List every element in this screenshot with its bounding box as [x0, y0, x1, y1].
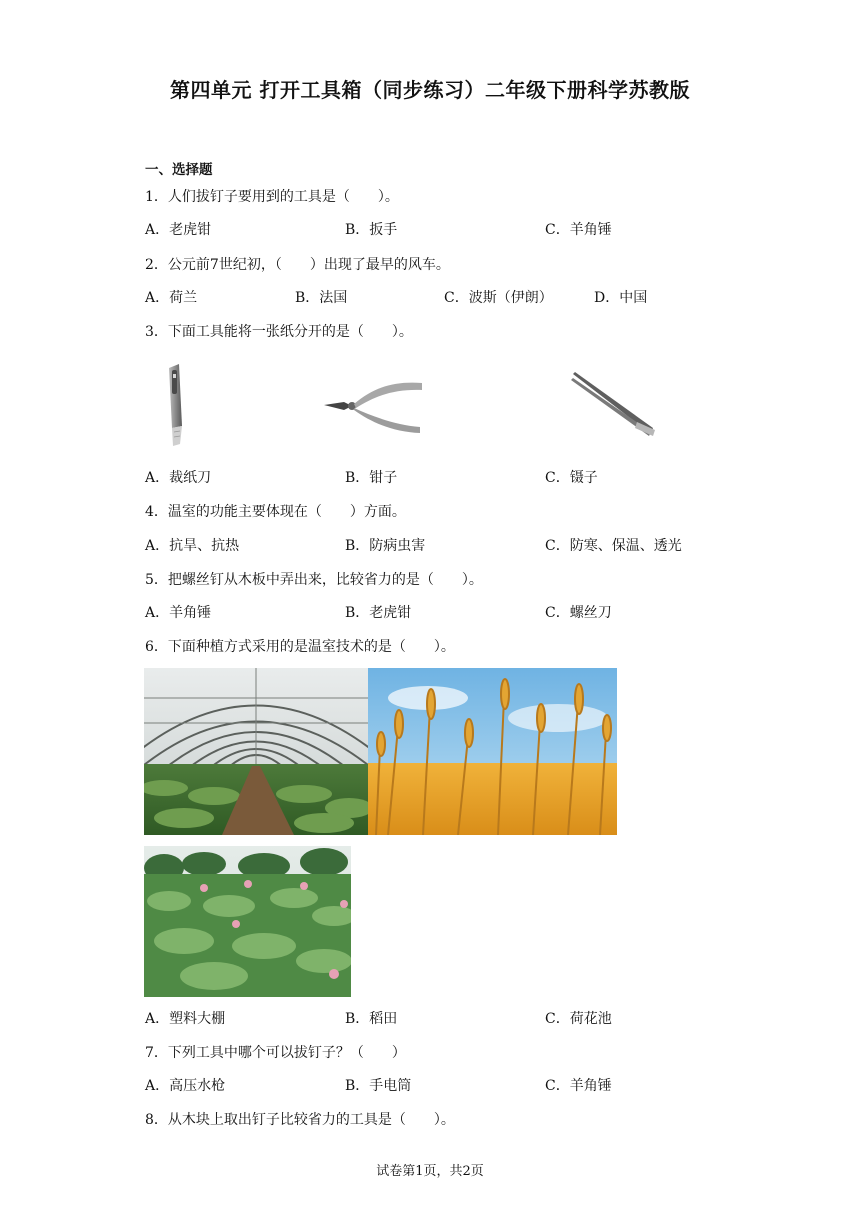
question-2-stem: 2．公元前7世纪初，（ ）出现了最早的风车。 [145, 257, 450, 273]
tweezers-icon [567, 370, 659, 438]
question-5-stem: 5．把螺丝钉从木板中弄出来，比较省力的是（ ）。 [145, 572, 483, 588]
pliers-icon [322, 375, 426, 435]
question-1-option-c: C．羊角锤 [545, 222, 612, 238]
section-heading-choice: 一、选择题 [145, 162, 213, 178]
question-1-stem: 1．人们拔钉子要用到的工具是（ ）。 [145, 189, 399, 205]
question-2-option-d: D．中国 [594, 290, 648, 306]
question-4-option-c: C．防寒、保温、透光 [545, 538, 682, 554]
question-8-stem: 8．从木块上取出钉子比较省力的工具是（ ）。 [145, 1112, 455, 1128]
question-1-option-a: A．老虎钳 [145, 222, 212, 238]
question-4-option-b: B．防病虫害 [345, 538, 426, 554]
question-7-option-c: C．羊角锤 [545, 1078, 612, 1094]
utility-knife-icon [160, 362, 190, 448]
question-3-stem: 3．下面工具能将一张纸分开的是（ ）。 [145, 324, 413, 340]
question-3-option-b: B．钳子 [345, 470, 398, 486]
question-3-option-a: A．裁纸刀 [145, 470, 212, 486]
page-footer: 试卷第1页，共2页 [376, 1164, 484, 1179]
question-5-option-a: A．羊角锤 [145, 605, 212, 621]
question-7-option-a: A．高压水枪 [145, 1078, 226, 1094]
question-2-option-c: C．波斯（伊朗） [444, 290, 553, 306]
question-6-option-c: C．荷花池 [545, 1011, 612, 1027]
question-6-option-b: B．稻田 [345, 1011, 398, 1027]
question-7-stem: 7．下列工具中哪个可以拔钉子？（ ） [145, 1045, 406, 1061]
question-3-option-c: C．镊子 [545, 470, 598, 486]
question-5-option-c: C．螺丝刀 [545, 605, 612, 621]
page-title: 第四单元 打开工具箱（同步练习）二年级下册科学苏教版 [170, 78, 690, 102]
question-4-stem: 4．温室的功能主要体现在（ ）方面。 [145, 504, 406, 520]
wheat-field-photo [368, 668, 617, 835]
question-4-option-a: A．抗旱、抗热 [145, 538, 240, 554]
question-7-option-b: B．手电筒 [345, 1078, 412, 1094]
question-6-stem: 6．下面种植方式采用的是温室技术的是（ ）。 [145, 639, 455, 655]
question-2-option-a: A．荷兰 [145, 290, 198, 306]
question-5-option-b: B．老虎钳 [345, 605, 412, 621]
question-1-option-b: B．扳手 [345, 222, 398, 238]
question-2-option-b: B．法国 [295, 290, 348, 306]
question-6-option-a: A．塑料大棚 [145, 1011, 226, 1027]
lotus-pond-photo [144, 846, 351, 997]
greenhouse-photo [144, 668, 368, 835]
